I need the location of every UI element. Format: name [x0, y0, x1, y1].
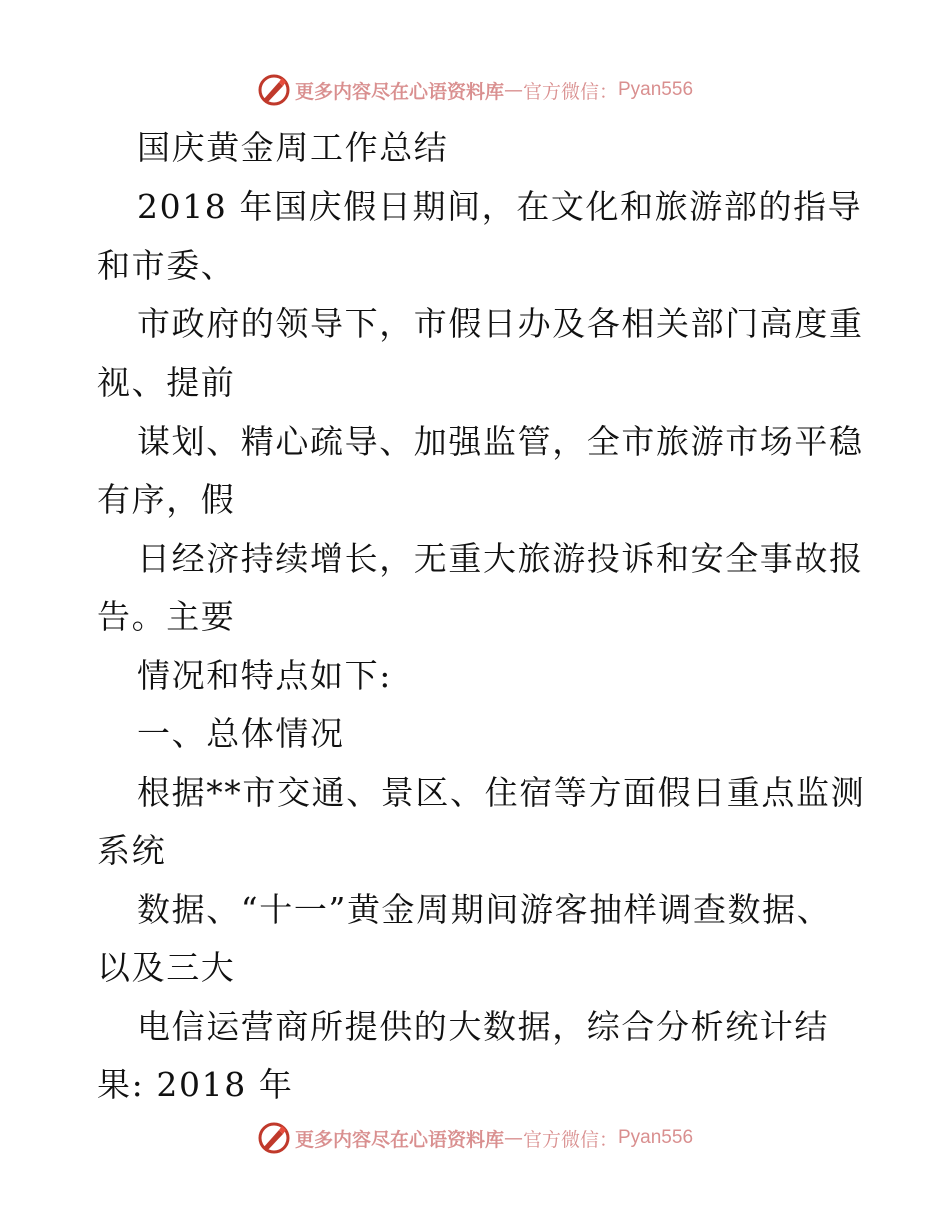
banner-separator: —	[503, 1127, 523, 1149]
text-line: 根据**市交通、景区、住宿等方面假日重点监测	[137, 773, 866, 812]
text-line: 和市委、	[97, 246, 236, 285]
text-line: 以及三大	[97, 948, 236, 987]
banner-main-text: 更多内容尽在心语资料库	[294, 80, 504, 103]
banner-wechat-label: 官方微信：	[522, 1128, 618, 1151]
text-line: 市政府的领导下，市假日办及各相关部门高度重	[137, 304, 864, 343]
text-line: 日经济持续增长，无重大旅游投诉和安全事故报	[137, 539, 864, 578]
text-line: 数据、“十一”黄金周期间游客抽样调查数据、	[137, 890, 832, 929]
pen-logo-icon	[257, 1121, 291, 1155]
text-line: 果: 2018 年	[97, 1065, 294, 1104]
text-line: 电信运营商所提供的大数据，综合分析统计结	[137, 1007, 829, 1046]
text-line: 谋划、精心疏导、加强监管，全市旅游市场平稳	[137, 422, 864, 461]
header-banner	[0, 70, 950, 110]
document-title: 国庆黄金周工作总结	[137, 128, 449, 167]
banner-wechat-account: Pyan556	[618, 1127, 694, 1148]
text-line: 情况和特点如下:	[137, 656, 392, 695]
banner-wechat-label: 官方微信：	[522, 80, 618, 103]
banner-separator: —	[503, 79, 523, 101]
text-line: 告。主要	[97, 597, 236, 636]
pen-logo-icon	[257, 73, 291, 107]
text-line: 有序，假	[97, 480, 236, 519]
banner-main-text: 更多内容尽在心语资料库	[294, 1128, 504, 1151]
banner-wechat-account: Pyan556	[618, 79, 694, 100]
section-heading: 一、总体情况	[137, 714, 345, 753]
footer-banner	[0, 1118, 950, 1158]
text-line: 系统	[97, 831, 167, 870]
text-line: 视、提前	[97, 363, 236, 402]
text-line: 2018 年国庆假日期间，在文化和旅游部的指导	[137, 187, 863, 226]
